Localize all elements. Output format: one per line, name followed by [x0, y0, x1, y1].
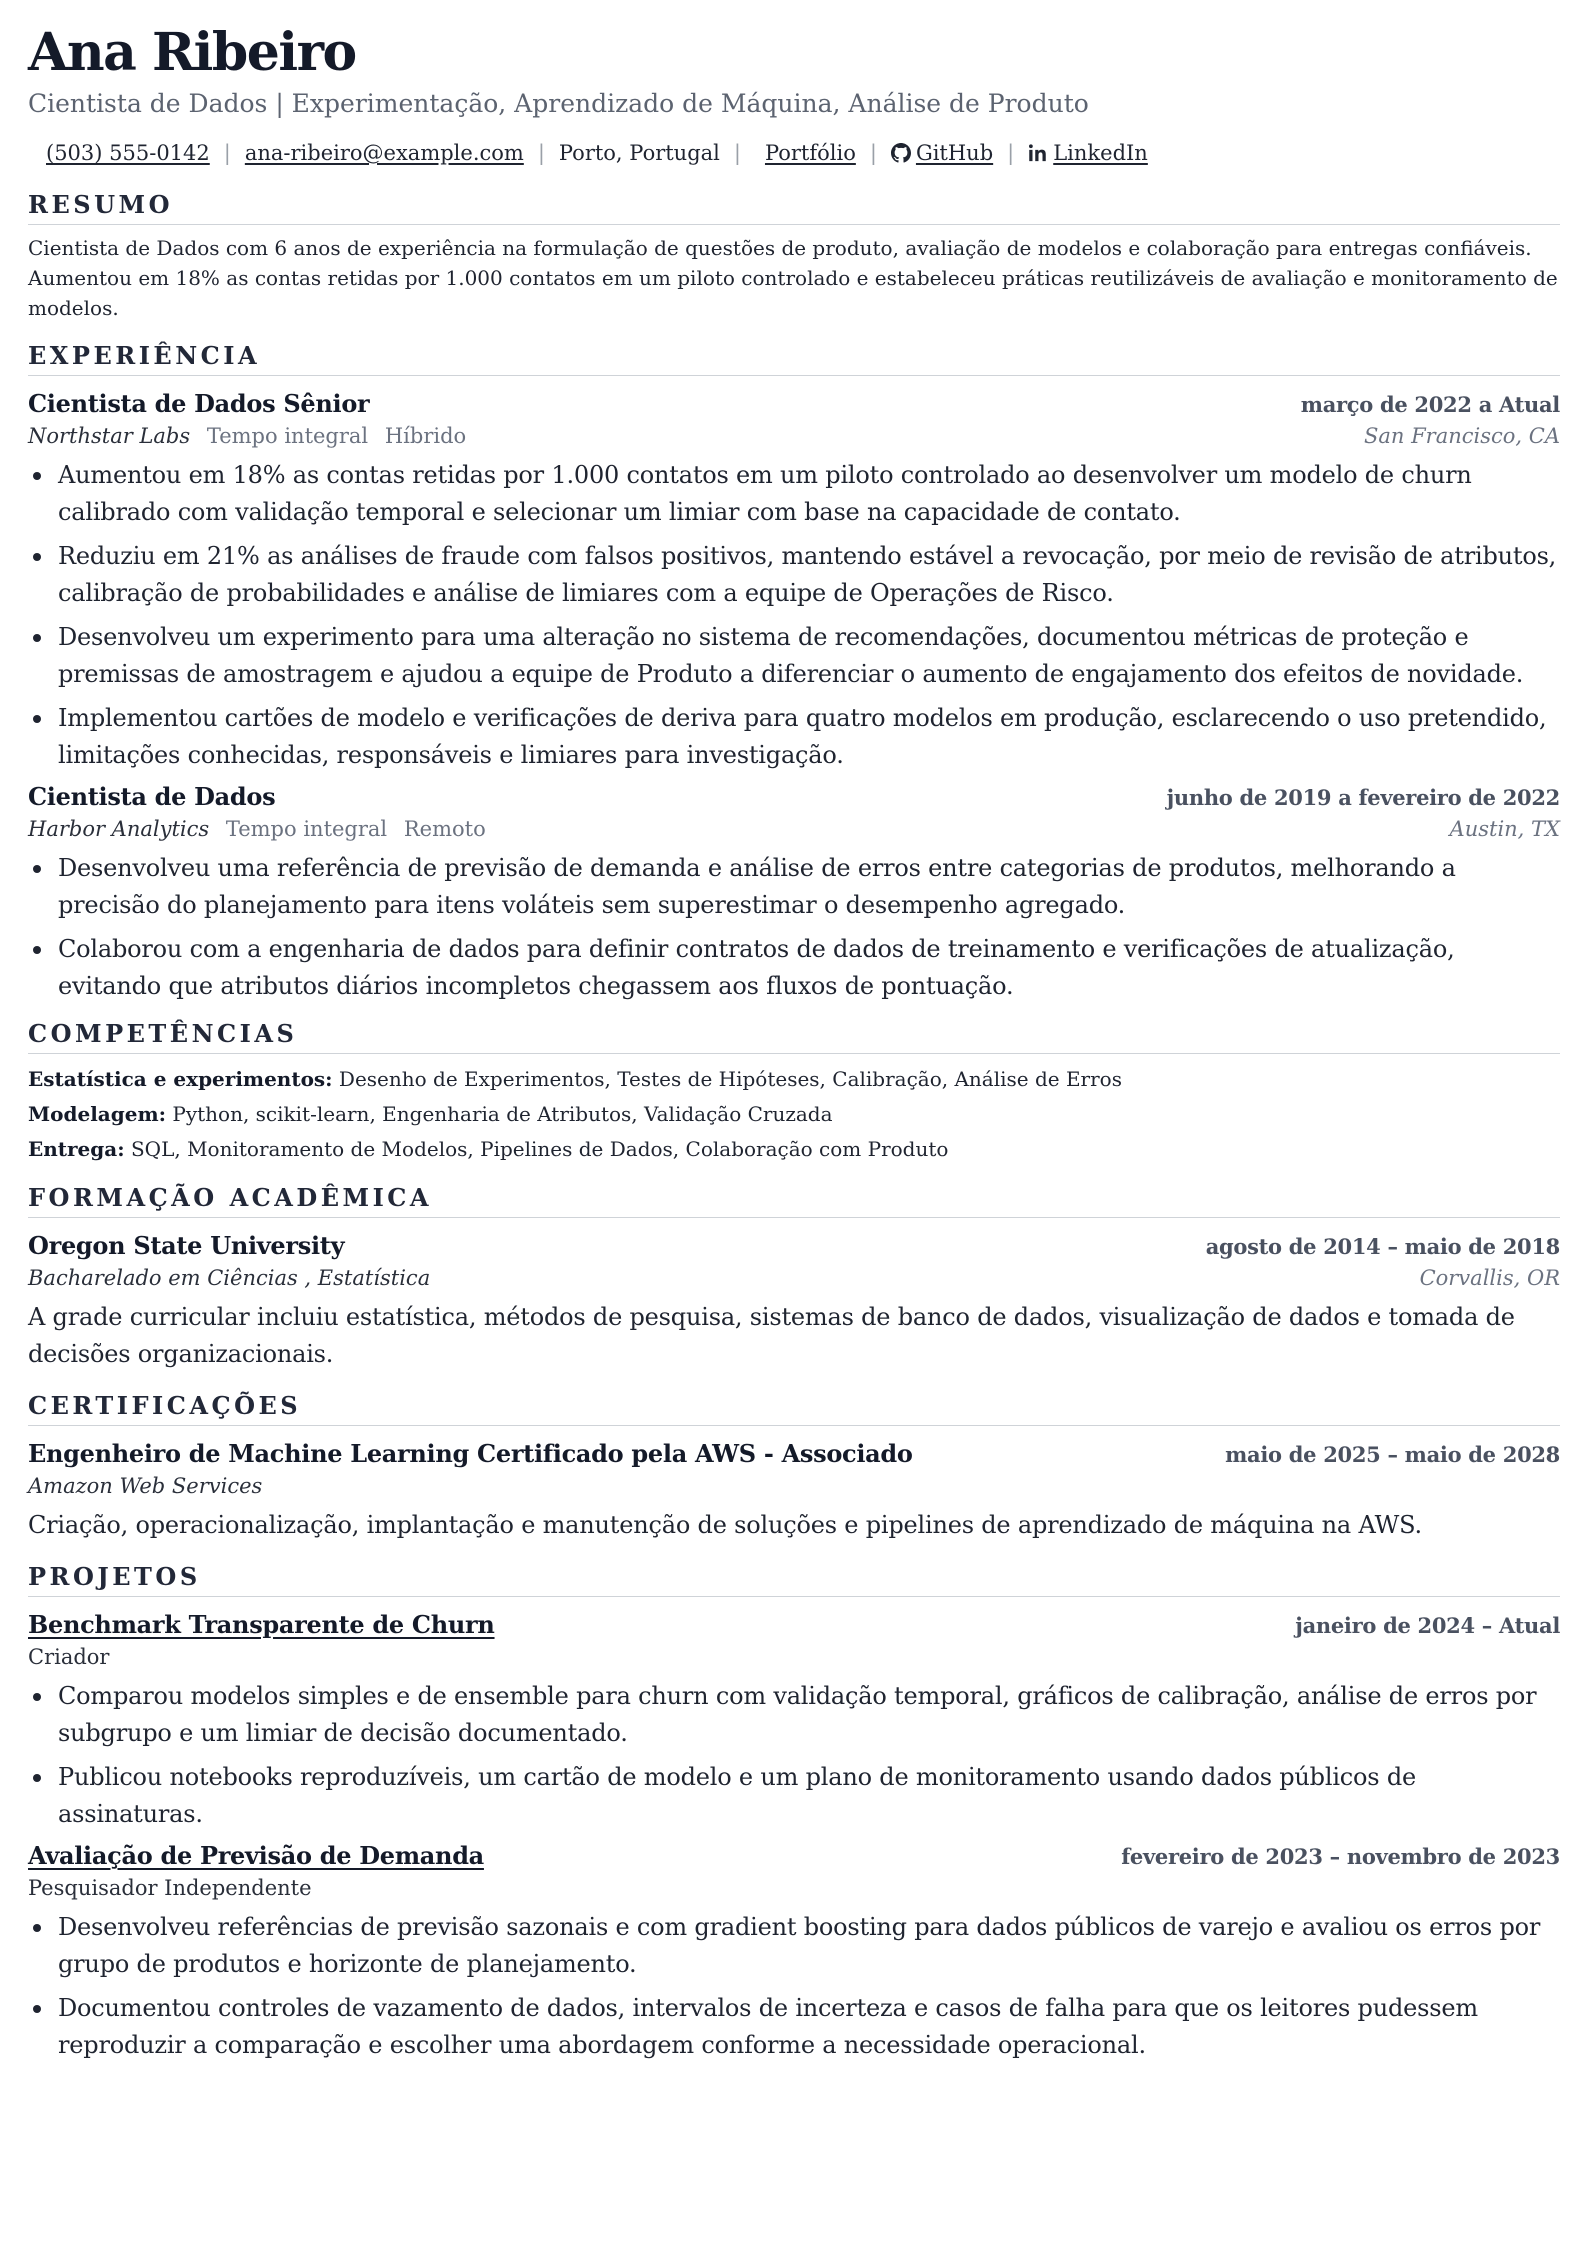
- employment-type: Tempo integral: [206, 424, 369, 448]
- section-title-certifications: CERTIFICAÇÕES: [28, 1391, 1560, 1426]
- certification-name: Engenheiro de Machine Learning Certificado pela AWS - Associado: [28, 1439, 913, 1468]
- project-link[interactable]: Avaliação de Previsão de Demanda: [28, 1841, 484, 1870]
- project-entry: [28, 1609, 1560, 1833]
- degree: Bacharelado em Ciências , Estatística: [28, 1266, 431, 1290]
- list-item: Reduziu em 21% as análises de fraude com falsos positivos, mantendo estável a revocação, por meio de revisão de atributos, calibração de probabilidades e análise de limiares com a equipe de Operações de Risco.: [28, 538, 1560, 612]
- project-role: Criador: [28, 1645, 110, 1669]
- job-title: Cientista de Dados: [28, 782, 276, 811]
- section-title-education: FORMAÇÃO ACADÊMICA: [28, 1183, 1560, 1218]
- experience-entry: [28, 781, 1560, 1005]
- bullet-list: [28, 1909, 1560, 2064]
- list-item: Documentou controles de vazamento de dados, intervalos de incerteza e casos de falha para que os leitores pudessem reproduzir a comparação e escolher uma abordagem conforme a necessidade operacional.: [28, 1990, 1560, 2064]
- education-entry: [28, 1230, 1560, 1373]
- skill-category: Modelagem:: [28, 1102, 166, 1126]
- project-role: Pesquisador Independente: [28, 1876, 312, 1900]
- resume-header: [28, 22, 1560, 168]
- certification-description: Criação, operacionalização, implantação e manutenção de soluções e pipelines de aprendizado de máquina na AWS.: [28, 1511, 1422, 1539]
- summary-text: Cientista de Dados com 6 anos de experiência na formulação de questões de produto, avaliação de modelos e colaboração para entregas confiáveis. Aumentou em 18% as contas retidas por 1.000 contatos em um piloto controlado e estabeleceu práticas reutilizáveis de avaliação e monitoramento de modelos.: [28, 236, 1558, 320]
- bullet-list: [28, 1678, 1560, 1833]
- skill-category: Estatística e experimentos:: [28, 1067, 333, 1091]
- list-item: Comparou modelos simples e de ensemble para churn com validação temporal, gráficos de calibração, análise de erros por subgrupo e um limiar de decisão documentado.: [28, 1678, 1560, 1752]
- list-item: Implementou cartões de modelo e verificações de deriva para quatro modelos em produção, esclarecendo o uso pretendido, limitações conhecidas, responsáveis e limiares para investigação.: [28, 700, 1560, 774]
- certifications-section: [28, 1391, 1560, 1544]
- separator: |: [1007, 141, 1015, 165]
- section-title-skills: COMPETÊNCIAS: [28, 1019, 1560, 1054]
- employment-type: Tempo integral: [225, 817, 388, 841]
- candidate-tagline: Cientista de Dados | Experimentação, Aprendizado de Máquina, Análise de Produto: [28, 89, 1089, 118]
- location-text: Porto, Portugal: [558, 141, 720, 165]
- skill-line: [28, 1062, 1560, 1097]
- certification-dates: maio de 2025 – maio de 2028: [1225, 1442, 1560, 1467]
- job-dates: junho de 2019 a fevereiro de 2022: [1166, 785, 1560, 810]
- portfolio-link[interactable]: Portfólio: [764, 141, 856, 165]
- project-entry: [28, 1840, 1560, 2064]
- candidate-name: Ana Ribeiro: [28, 22, 356, 83]
- school-name: Oregon State University: [28, 1231, 345, 1260]
- list-item: Desenvolveu referências de previsão sazonais e com gradient boosting para dados públicos de varejo e avaliou os erros por grupo de produtos e horizonte de planejamento.: [28, 1909, 1560, 1983]
- company-name: Northstar Labs: [28, 424, 191, 448]
- phone-link[interactable]: (503) 555-0142: [46, 141, 210, 165]
- list-item: Aumentou em 18% as contas retidas por 1.000 contatos em um piloto controlado ao desenvolver um modelo de churn calibrado com validação temporal e selecionar um limiar com base na capacidade de contato.: [28, 457, 1560, 531]
- job-location: San Francisco, CA: [1363, 424, 1560, 448]
- section-title-experience: EXPERIÊNCIA: [28, 341, 1560, 376]
- github-icon: [891, 138, 916, 168]
- company-name: Harbor Analytics: [28, 817, 210, 841]
- list-item: Desenvolveu um experimento para uma alteração no sistema de recomendações, documentou métricas de proteção e premissas de amostragem e ajudou a equipe de Produto a diferenciar o aumento de engajamento dos efeitos de novidade.: [28, 619, 1560, 693]
- linkedin-link[interactable]: LinkedIn: [1053, 141, 1148, 165]
- skill-line: [28, 1132, 1560, 1167]
- job-title: Cientista de Dados Sênior: [28, 389, 370, 418]
- skill-items: SQL, Monitoramento de Modelos, Pipelines de Dados, Colaboração com Produto: [130, 1137, 949, 1161]
- bullet-list: [28, 850, 1560, 1005]
- certification-issuer: Amazon Web Services: [28, 1474, 263, 1498]
- education-location: Corvallis, OR: [1419, 1266, 1560, 1290]
- list-item: Desenvolveu uma referência de previsão de demanda e análise de erros entre categorias de produtos, melhorando a precisão do planejamento para itens voláteis sem superestimar o desempenho agregado.: [28, 850, 1560, 924]
- job-dates: março de 2022 a Atual: [1300, 392, 1560, 417]
- education-section: [28, 1183, 1560, 1373]
- section-title-projects: PROJETOS: [28, 1562, 1560, 1597]
- summary-section: [28, 190, 1560, 323]
- skill-category: Entrega:: [28, 1137, 125, 1161]
- project-dates: fevereiro de 2023 – novembro de 2023: [1121, 1844, 1560, 1869]
- separator: |: [869, 141, 877, 165]
- job-location: Austin, TX: [1449, 817, 1560, 841]
- section-title-summary: RESUMO: [28, 190, 1560, 225]
- linkedin-icon: [1028, 138, 1053, 168]
- certification-entry: [28, 1438, 1560, 1544]
- skill-items: Python, scikit-learn, Engenharia de Atributos, Validação Cruzada: [172, 1102, 833, 1126]
- project-dates: janeiro de 2024 – Atual: [1295, 1613, 1560, 1638]
- work-mode: Remoto: [403, 817, 486, 841]
- work-mode: Híbrido: [384, 424, 467, 448]
- projects-section: [28, 1562, 1560, 2064]
- separator: |: [537, 141, 545, 165]
- list-item: Publicou notebooks reproduzíveis, um cartão de modelo e um plano de monitoramento usando dados públicos de assinaturas.: [28, 1759, 1560, 1833]
- list-item: Colaborou com a engenharia de dados para definir contratos de dados de treinamento e verificações de atualização, evitando que atributos diários incompletos chegassem aos fluxos de pontuação.: [28, 931, 1560, 1005]
- project-link[interactable]: Benchmark Transparente de Churn: [28, 1610, 495, 1639]
- email-link[interactable]: ana-ribeiro@example.com: [244, 141, 524, 165]
- contact-bar: [46, 138, 1560, 168]
- education-dates: agosto de 2014 – maio de 2018: [1205, 1234, 1560, 1259]
- skill-items: Desenho de Experimentos, Testes de Hipóteses, Calibração, Análise de Erros: [338, 1067, 1122, 1091]
- bullet-list: [28, 457, 1560, 774]
- experience-section: [28, 341, 1560, 1005]
- skills-section: [28, 1019, 1560, 1167]
- education-description: A grade curricular incluiu estatística, métodos de pesquisa, sistemas de banco de dados, visualização de dados e tomada de decisões organizacionais.: [28, 1303, 1515, 1368]
- experience-entry: [28, 388, 1560, 774]
- github-link[interactable]: GitHub: [915, 141, 994, 165]
- separator: |: [733, 141, 741, 165]
- separator: |: [223, 141, 231, 165]
- skill-line: [28, 1097, 1560, 1132]
